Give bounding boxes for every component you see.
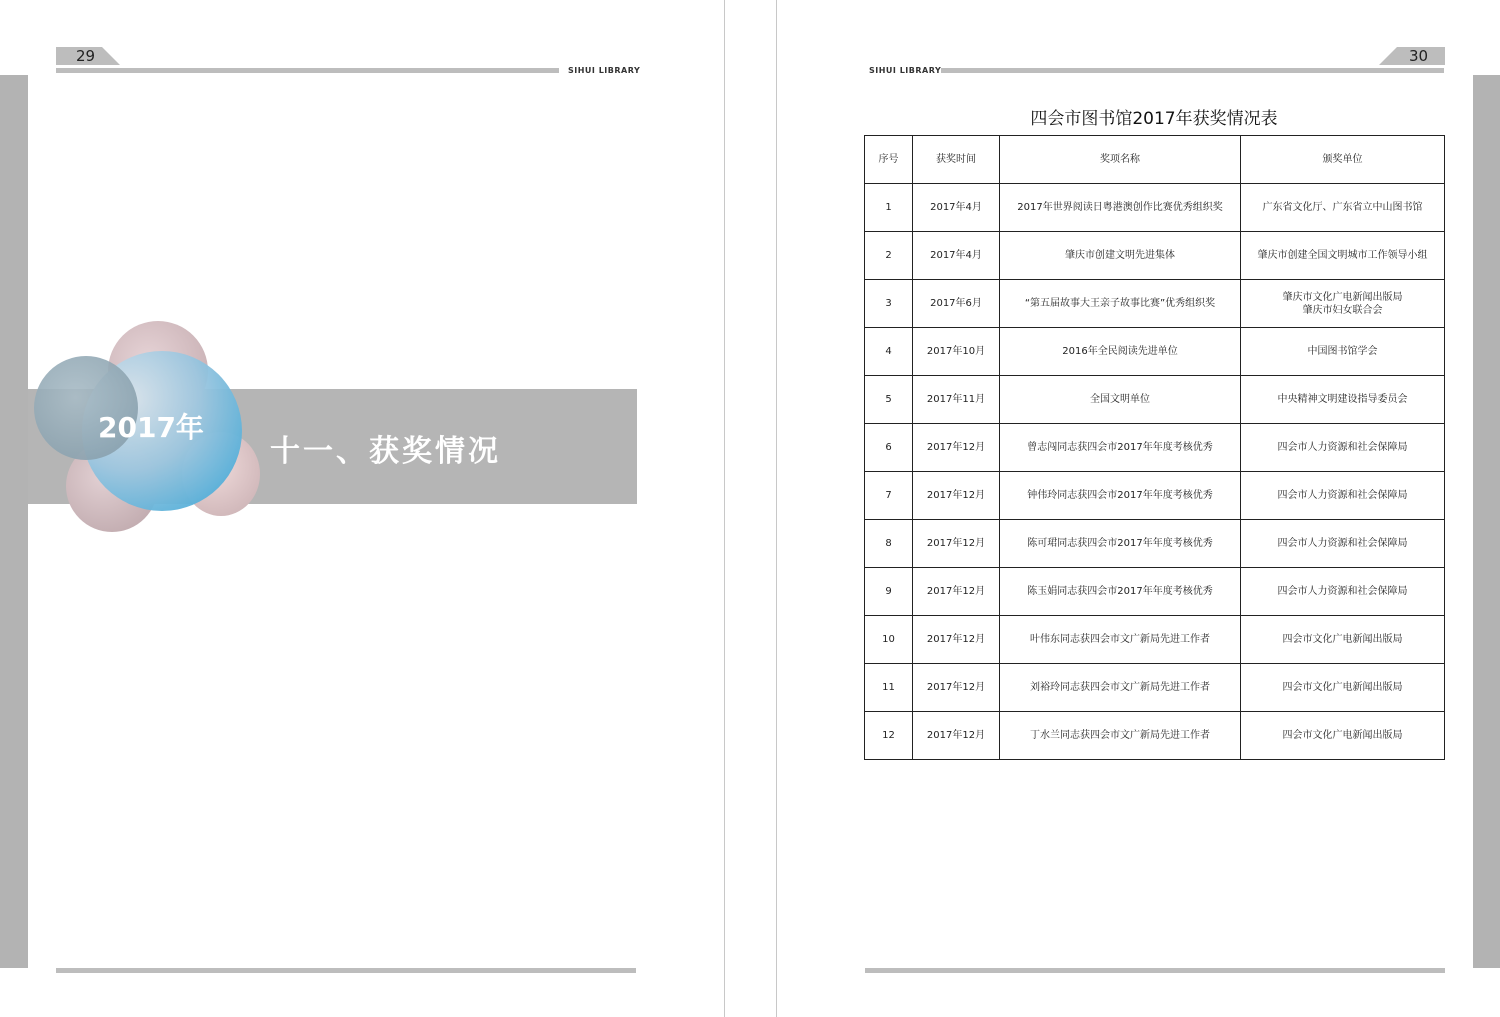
cell-index: 7 bbox=[865, 472, 913, 520]
cell-date: 2017年6月 bbox=[913, 280, 1000, 328]
cell-award: 全国文明单位 bbox=[1000, 376, 1241, 424]
cell-date: 2017年10月 bbox=[913, 328, 1000, 376]
table-row bbox=[865, 328, 1445, 376]
awards-table bbox=[864, 135, 1445, 760]
cell-index: 1 bbox=[865, 184, 913, 232]
table-row bbox=[865, 664, 1445, 712]
header-date: 获奖时间 bbox=[913, 136, 1000, 184]
cell-issuer: 肇庆市创建全国文明城市工作领导小组 bbox=[1241, 232, 1445, 280]
header-index: 序号 bbox=[865, 136, 913, 184]
table-header-row bbox=[865, 136, 1445, 184]
table-row bbox=[865, 472, 1445, 520]
section-title: 十一、获奖情况 bbox=[270, 434, 501, 469]
table-row bbox=[865, 616, 1445, 664]
cell-issuer: 广东省文化厅、广东省立中山图书馆 bbox=[1241, 184, 1445, 232]
cell-date: 2017年12月 bbox=[913, 520, 1000, 568]
right-side-bar bbox=[1473, 75, 1500, 968]
cell-award: 肇庆市创建文明先进集体 bbox=[1000, 232, 1241, 280]
brand-label: SIHUI LIBRARY bbox=[869, 66, 942, 75]
left-side-bar bbox=[0, 75, 28, 968]
cell-date: 2017年11月 bbox=[913, 376, 1000, 424]
year-label: 2017年 bbox=[98, 411, 204, 444]
header-award: 奖项名称 bbox=[1000, 136, 1241, 184]
cell-award: 曾志闯同志获四会市2017年年度考核优秀 bbox=[1000, 424, 1241, 472]
cell-index: 10 bbox=[865, 616, 913, 664]
header-issuer: 颁奖单位 bbox=[1241, 136, 1445, 184]
cell-index: 3 bbox=[865, 280, 913, 328]
header-rule bbox=[941, 68, 1444, 73]
page-number: 30 bbox=[1409, 47, 1429, 65]
cell-index: 8 bbox=[865, 520, 913, 568]
cell-date: 2017年4月 bbox=[913, 232, 1000, 280]
header-rule bbox=[56, 68, 559, 73]
table-row bbox=[865, 424, 1445, 472]
table-row bbox=[865, 280, 1445, 328]
table-row bbox=[865, 232, 1445, 280]
cell-index: 4 bbox=[865, 328, 913, 376]
table-row bbox=[865, 568, 1445, 616]
spine-gutter bbox=[725, 0, 776, 1017]
table-row bbox=[865, 184, 1445, 232]
cell-award: 2017年世界阅读日粤港澳创作比赛优秀组织奖 bbox=[1000, 184, 1241, 232]
cell-issuer: 四会市人力资源和社会保障局 bbox=[1241, 424, 1445, 472]
cell-index: 2 bbox=[865, 232, 913, 280]
table-row bbox=[865, 712, 1445, 760]
cell-issuer: 四会市人力资源和社会保障局 bbox=[1241, 568, 1445, 616]
cell-issuer: 四会市文化广电新闻出版局 bbox=[1241, 616, 1445, 664]
cell-issuer: 中国图书馆学会 bbox=[1241, 328, 1445, 376]
cell-award: 钟伟玲同志获四会市2017年年度考核优秀 bbox=[1000, 472, 1241, 520]
page-number: 29 bbox=[76, 47, 96, 65]
table-row bbox=[865, 520, 1445, 568]
cell-index: 5 bbox=[865, 376, 913, 424]
cell-index: 6 bbox=[865, 424, 913, 472]
cell-issuer: 四会市人力资源和社会保障局 bbox=[1241, 520, 1445, 568]
cell-date: 2017年12月 bbox=[913, 664, 1000, 712]
footer-rule bbox=[56, 968, 636, 973]
cell-date: 2017年12月 bbox=[913, 424, 1000, 472]
left-page bbox=[0, 0, 725, 1017]
cell-award: 陈玉娟同志获四会市2017年年度考核优秀 bbox=[1000, 568, 1241, 616]
cell-award: 陈可珺同志获四会市2017年年度考核优秀 bbox=[1000, 520, 1241, 568]
footer-rule bbox=[865, 968, 1445, 973]
cell-award: 刘裕玲同志获四会市文广新局先进工作者 bbox=[1000, 664, 1241, 712]
cell-award: 叶伟东同志获四会市文广新局先进工作者 bbox=[1000, 616, 1241, 664]
cell-issuer: 四会市文化广电新闻出版局 bbox=[1241, 712, 1445, 760]
cell-index: 9 bbox=[865, 568, 913, 616]
cell-issuer: 中央精神文明建设指导委员会 bbox=[1241, 376, 1445, 424]
table-title: 四会市图书馆2017年获奖情况表 bbox=[1030, 109, 1278, 129]
cell-date: 2017年12月 bbox=[913, 472, 1000, 520]
cell-index: 12 bbox=[865, 712, 913, 760]
cell-award: 2016年全民阅读先进单位 bbox=[1000, 328, 1241, 376]
cell-index: 11 bbox=[865, 664, 913, 712]
cell-issuer: 四会市人力资源和社会保障局 bbox=[1241, 472, 1445, 520]
cell-issuer: 肇庆市文化广电新闻出版局 肇庆市妇女联合会 bbox=[1241, 280, 1445, 328]
cell-date: 2017年12月 bbox=[913, 568, 1000, 616]
brand-label: SIHUI LIBRARY bbox=[568, 66, 641, 75]
table-row bbox=[865, 376, 1445, 424]
cell-award: 丁水兰同志获四会市文广新局先进工作者 bbox=[1000, 712, 1241, 760]
cell-date: 2017年12月 bbox=[913, 712, 1000, 760]
cell-award: “第五届故事大王亲子故事比赛”优秀组织奖 bbox=[1000, 280, 1241, 328]
cell-date: 2017年4月 bbox=[913, 184, 1000, 232]
cell-date: 2017年12月 bbox=[913, 616, 1000, 664]
cell-issuer: 四会市文化广电新闻出版局 bbox=[1241, 664, 1445, 712]
